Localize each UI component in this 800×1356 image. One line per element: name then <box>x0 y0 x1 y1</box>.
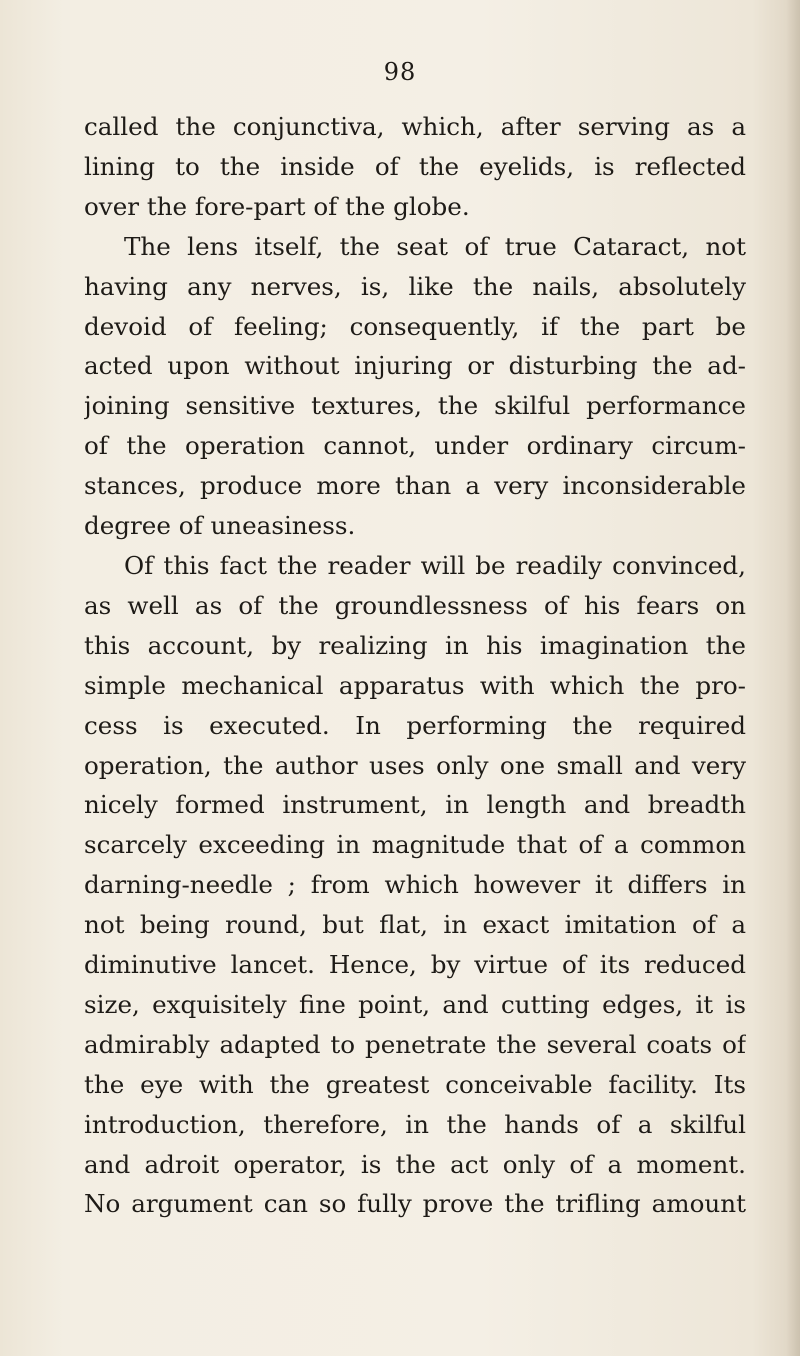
text-line: admirably adapted to penetrate the several coats of <box>84 1029 746 1059</box>
text-line: simple mechanical apparatus with which the pro- <box>84 670 746 700</box>
text-line: as well as of the groundlessness of his fears on <box>84 590 746 620</box>
text-line: scarcely exceeding in magnitude that of a common <box>84 830 746 860</box>
text-line: and adroit operator, is the act only of a moment. <box>84 1149 746 1179</box>
text-line: introduction, therefore, in the hands of a skilful <box>84 1109 746 1139</box>
text-line: darning-needle ; from which however it differs in <box>84 870 746 900</box>
text-line: No argument can so fully prove the trifling amount <box>84 1189 746 1219</box>
text-line: acted upon without injuring or disturbing the ad- <box>84 351 746 381</box>
body-text <box>84 107 746 1224</box>
text-line: size, exquisitely fine point, and cutting edges, it is <box>84 989 746 1019</box>
text-line: lining to the inside of the eyelids, is reflected <box>84 151 746 181</box>
text-line: The lens itself, the seat of true Cataract, not <box>124 231 746 261</box>
text-line: degree of uneasiness. <box>84 511 356 541</box>
text-line: diminutive lancet. Hence, by virtue of its reduced <box>84 950 746 980</box>
text-line: stances, produce more than a very inconsiderable <box>84 471 746 501</box>
text-line: the eye with the greatest conceivable facility. Its <box>84 1069 746 1099</box>
text-line: this account, by realizing in his imagination the <box>84 630 746 660</box>
text-line: operation, the author uses only one small and very <box>84 750 746 780</box>
text-line: called the conjunctiva, which, after serving as a <box>84 112 746 141</box>
page-number: 98 <box>383 58 417 86</box>
text-line: not being round, but flat, in exact imitation of a <box>84 910 746 940</box>
page-edge-shadow <box>786 0 800 1356</box>
text-line: having any nerves, is, like the nails, absolutely <box>84 271 746 301</box>
text-line: over the fore-part of the globe. <box>84 191 470 221</box>
text-line: of the operation cannot, under ordinary circum- <box>84 431 746 461</box>
text-line: devoid of feeling; consequently, if the part be <box>84 311 746 341</box>
text-line: Of this fact the reader will be readily convinced, <box>124 550 746 580</box>
text-line: nicely formed instrument, in length and breadth <box>84 790 746 820</box>
text-line: joining sensitive textures, the skilful performance <box>84 391 746 421</box>
text-line: cess is executed. In performing the required <box>84 710 746 740</box>
